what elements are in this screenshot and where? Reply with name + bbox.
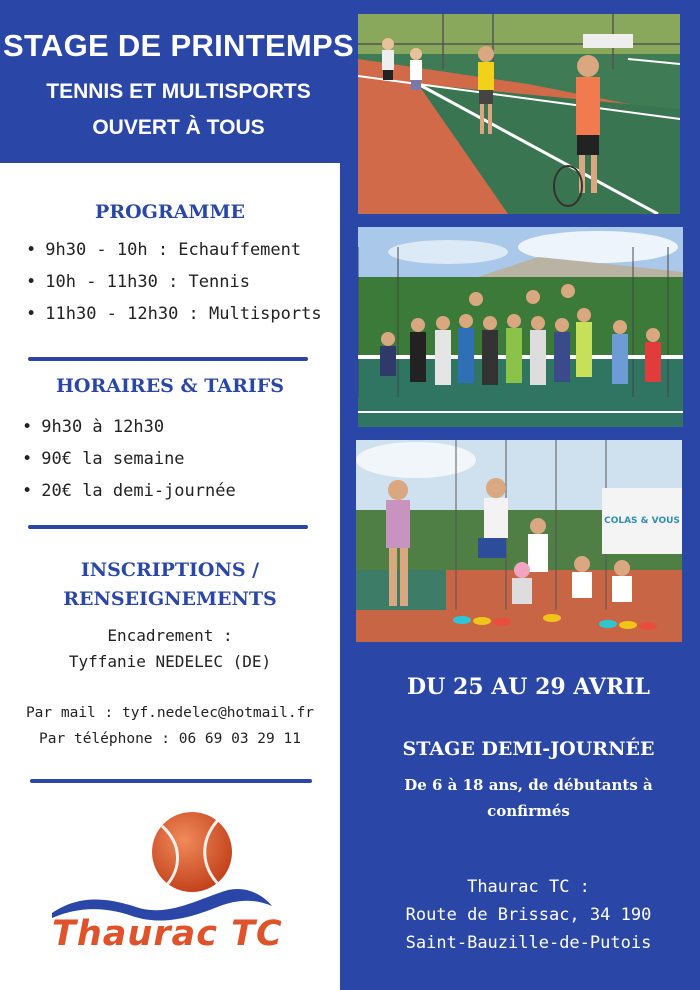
horaires-item: • 20€ la demi-journée <box>22 475 236 507</box>
programme-item: • 10h - 11h30 : Tennis <box>26 266 322 298</box>
photo-tennis-lesson <box>358 14 680 214</box>
inscriptions-heading-1: INSCRIPTIONS / <box>80 559 260 581</box>
programme-list <box>26 234 322 330</box>
sign-text: COLAS & VOUS <box>604 516 680 526</box>
horaires-list <box>22 411 236 507</box>
divider <box>30 779 312 783</box>
divider <box>28 525 308 529</box>
stage-description <box>357 772 700 824</box>
programme-heading: PROGRAMME <box>95 201 245 223</box>
programme-item: • 11h30 - 12h30 : Multisports <box>26 298 322 330</box>
page-title: STAGE DE PRINTEMPS <box>2 28 355 63</box>
programme-item: • 9h30 - 10h : Echauffement <box>26 234 322 266</box>
tennis-ball-icon <box>152 812 232 892</box>
address-line-2: Route de Brissac, 34 190 <box>405 905 652 925</box>
contact-phone[interactable]: Par téléphone : 06 69 03 29 11 <box>39 731 301 747</box>
logo-text: Thaurac TC <box>52 914 283 954</box>
contact-mail[interactable]: Par mail : tyf.nedelec@hotmail.fr <box>25 705 315 721</box>
photo-group <box>358 227 683 427</box>
horaires-item: • 9h30 à 12h30 <box>22 411 236 443</box>
event-dates: DU 25 AU 29 AVRIL <box>407 674 650 700</box>
photo-multisports <box>356 440 682 642</box>
encadrement-label: Encadrement : <box>107 626 233 645</box>
stage-title: STAGE DEMI-JOURNÉE <box>402 738 655 760</box>
subtitle-line-1: TENNIS ET MULTISPORTS <box>46 80 311 103</box>
encadrement-name: Tyffanie NEDELEC (DE) <box>68 652 272 671</box>
subtitle-line-2: OUVERT À TOUS <box>92 116 265 139</box>
address-line-3: Saint-Bauzille-de-Putois <box>405 933 652 953</box>
horaires-item: • 90€ la semaine <box>22 443 236 475</box>
address-line-1: Thaurac TC : <box>467 877 590 897</box>
horaires-heading: HORAIRES & TARIFS <box>55 375 285 397</box>
stage-description-line-2: confirmés <box>487 802 570 820</box>
stage-description-line-1: De 6 à 18 ans, de débutants à <box>404 776 653 794</box>
divider <box>28 357 308 361</box>
title-block <box>0 0 357 163</box>
inscriptions-heading-2: RENSEIGNEMENTS <box>63 588 277 610</box>
